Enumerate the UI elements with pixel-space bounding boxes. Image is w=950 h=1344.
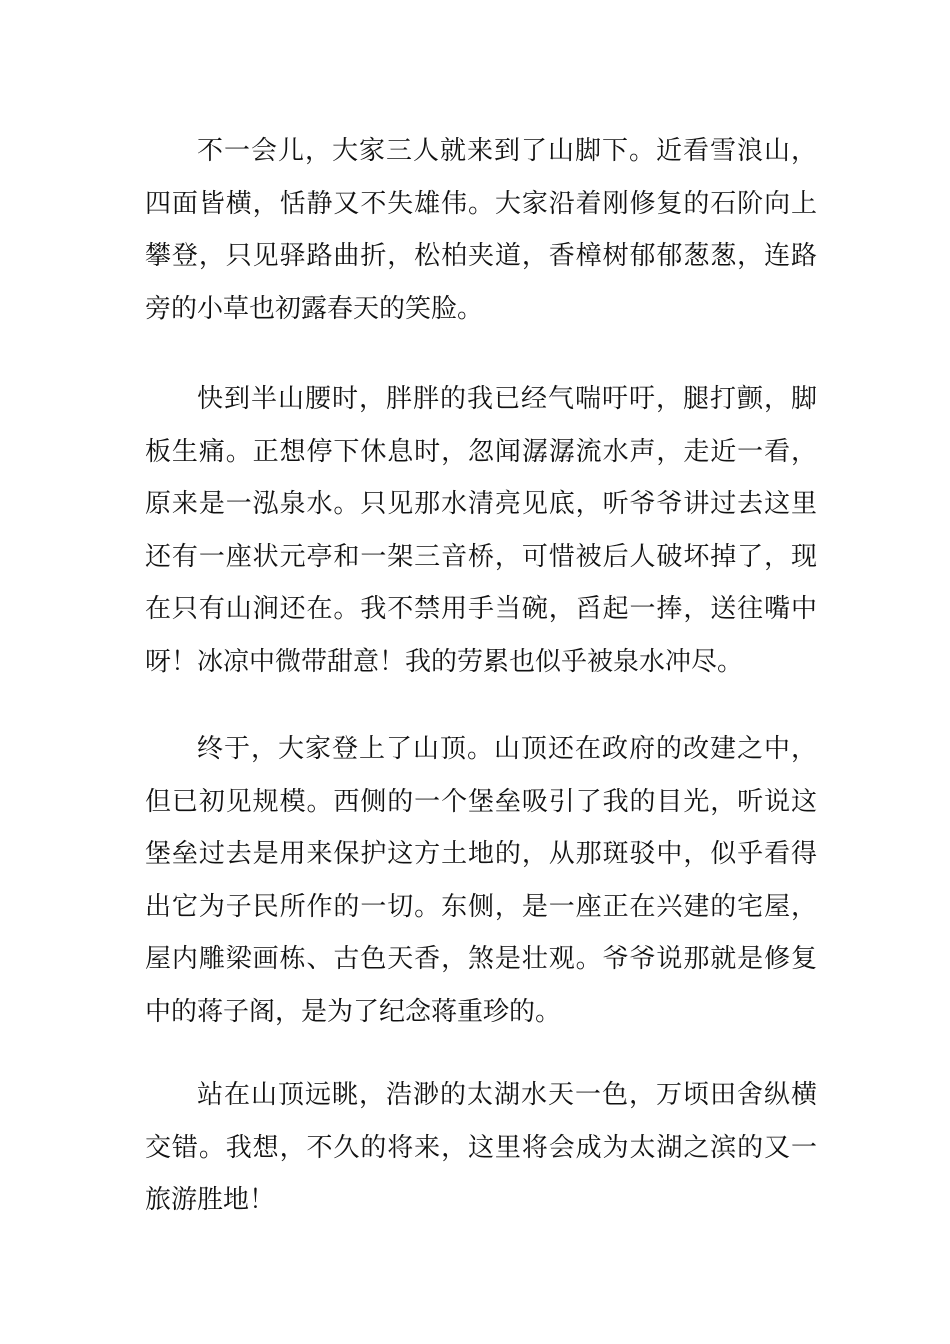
- paragraph-view-of-taihu: 站在山顶远眺，浩渺的太湖水天一色，万顷田舍纵横交错。我想，不久的将来，这里将会成为太湖之滨的又一旅游胜地！: [145, 1080, 817, 1215]
- paragraph-spring-at-mid-mountain: 快到半山腰时，胖胖的我已经气喘吁吁，腿打颤，脚板生痛。正想停下休息时，忽闻潺潺流水声，走近一看，原来是一泓泉水。只见那水清亮见底，听爷爷讲过去这里还有一座状元亭和一架三音桥，可惜被后人破坏掉了，现在只有山涧还在。我不禁用手当碗，舀起一捧，送往嘴中呀！冰凉中微带甜意！我的劳累也似乎被泉水冲尽。: [145, 384, 817, 677]
- paragraph-arrival-at-mountain-foot: 不一会儿，大家三人就来到了山脚下。近看雪浪山，四面皆横，恬静又不失雄伟。大家沿着刚修复的石阶向上攀登，只见驿路曲折，松柏夹道，香樟树郁郁葱葱，连路旁的小草也初露春天的笑脸。: [145, 136, 817, 324]
- paragraph-mountain-top: 终于，大家登上了山顶。山顶还在政府的改建之中，但已初见规模。西侧的一个堡垒吸引了我的目光，听说这堡垒过去是用来保护这方土地的，从那斑驳中，似乎看得出它为子民所作的一切。东侧，是一座正在兴建的宅屋，屋内雕梁画栋、古色天香，煞是壮观。爷爷说那就是修复中的蒋子阁，是为了纪念蒋重珍的。: [145, 734, 817, 1027]
